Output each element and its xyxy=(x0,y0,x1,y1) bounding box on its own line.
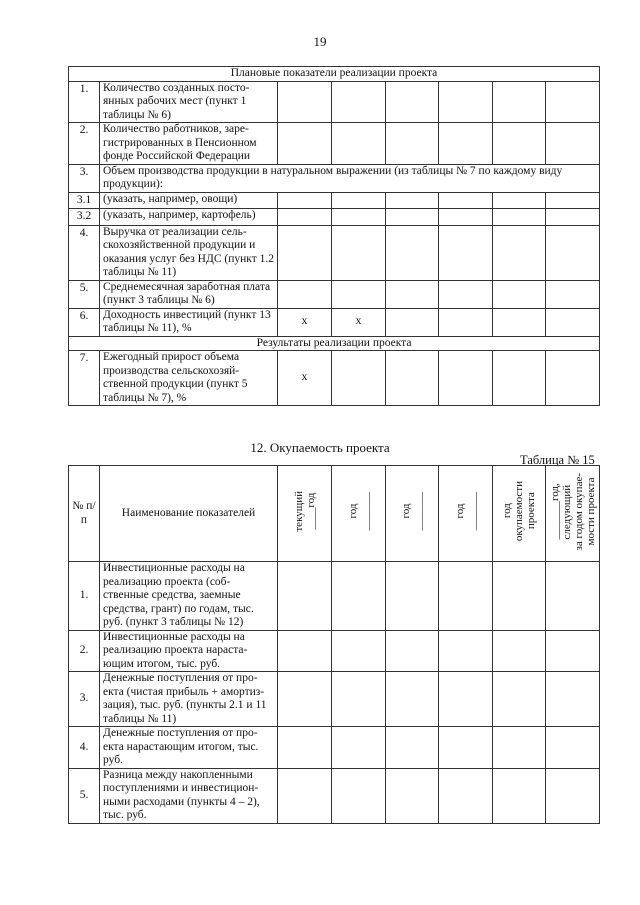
cell xyxy=(278,209,332,226)
cell xyxy=(278,192,332,209)
cell xyxy=(278,81,332,123)
cell xyxy=(386,351,439,406)
table-row xyxy=(69,630,600,672)
table-row xyxy=(69,562,600,631)
cell xyxy=(278,280,332,308)
cell xyxy=(332,192,386,209)
table-row xyxy=(69,280,600,308)
row-text: (указать, например, овощи) xyxy=(100,192,278,209)
cell xyxy=(493,225,546,280)
header-period-text: год _______ xyxy=(346,492,371,531)
table-row xyxy=(69,225,600,280)
row-number: 3.2 xyxy=(69,209,100,226)
cell xyxy=(493,192,546,209)
cell xyxy=(332,727,386,769)
row-text: (указать, например, картофель) xyxy=(100,209,278,226)
cell xyxy=(386,308,439,336)
cell xyxy=(439,672,493,727)
cell xyxy=(439,727,493,769)
cell xyxy=(439,562,493,631)
header-period-text: год окупаемости проекта xyxy=(501,481,537,542)
row-text: Денежные поступления от про-екта нарастающим итогом, тыс. руб. xyxy=(100,727,278,769)
cell xyxy=(546,209,600,226)
cell xyxy=(439,192,493,209)
section-row xyxy=(69,67,600,82)
header-period xyxy=(493,466,546,562)
header-period-text: текущий ____год xyxy=(292,490,317,532)
cell xyxy=(278,225,332,280)
header-period-text: _______год, следующий за годом окупае- мости проекта xyxy=(548,472,597,550)
row-text: Количество работников, заре-гистрированных в Пенсионном фонде Российской Федерации xyxy=(100,123,278,165)
cell xyxy=(332,225,386,280)
header-period xyxy=(332,466,386,562)
table-row xyxy=(69,81,600,123)
cell xyxy=(439,768,493,823)
header-num: № п/п xyxy=(69,466,100,562)
row-text: Выручка от реализации сель-скохозяйственной продукции и оказания услуг без НДС (пункт 1.2 таблицы № 11) xyxy=(100,225,278,280)
row-number: 5. xyxy=(69,768,100,823)
table-row xyxy=(69,672,600,727)
table-row xyxy=(69,308,600,336)
row-text: Инвестиционные расходы на реализацию проекта (соб-ственные средства, заемные средства, грант) по годам, тыс. руб. (пункт 3 таблицы № 12) xyxy=(100,562,278,631)
cell xyxy=(493,81,546,123)
row-text: Инвестиционные расходы на реализацию проекта нараста-ющим итогом, тыс. руб. xyxy=(100,630,278,672)
cell xyxy=(278,630,332,672)
table-row xyxy=(69,209,600,226)
section-row xyxy=(69,336,600,351)
cell xyxy=(546,308,600,336)
cell xyxy=(439,351,493,406)
cell xyxy=(332,209,386,226)
cell xyxy=(546,192,600,209)
row-number: 4. xyxy=(69,727,100,769)
row-number: 6. xyxy=(69,308,100,336)
header-name: Наименование показателей xyxy=(100,466,278,562)
row-text: Разница между накопленными поступлениями и инвестицион-ными расходами (пункты 4 – 2), тыс. руб. xyxy=(100,768,278,823)
cell xyxy=(332,630,386,672)
cell xyxy=(386,81,439,123)
cell xyxy=(493,123,546,165)
header-period xyxy=(386,466,439,562)
cell xyxy=(439,630,493,672)
header-row xyxy=(69,466,600,562)
row-number: 7. xyxy=(69,351,100,406)
header-period xyxy=(546,466,600,562)
table-row xyxy=(69,123,600,165)
table-row xyxy=(69,768,600,823)
cell xyxy=(386,209,439,226)
cell xyxy=(386,123,439,165)
cell xyxy=(332,280,386,308)
cell xyxy=(493,727,546,769)
row-number: 2. xyxy=(69,123,100,165)
row-text: Объем производства продукции в натуральном выражении (из таблицы № 7 по каждому виду продукции): xyxy=(100,164,600,192)
header-period xyxy=(278,466,332,562)
section-planned: Плановые показатели реализации проекта xyxy=(69,67,600,82)
cell xyxy=(493,308,546,336)
cell xyxy=(386,192,439,209)
row-number: 3. xyxy=(69,164,100,192)
cell xyxy=(493,630,546,672)
cell xyxy=(278,672,332,727)
row-number: 5. xyxy=(69,280,100,308)
cell xyxy=(332,672,386,727)
cell xyxy=(546,225,600,280)
cell xyxy=(332,81,386,123)
cell xyxy=(439,81,493,123)
cell xyxy=(386,225,439,280)
header-period-text: год _______ xyxy=(400,492,424,531)
cell xyxy=(493,209,546,226)
header-period-text: год _______ xyxy=(453,492,478,531)
cell xyxy=(386,630,439,672)
cell xyxy=(332,562,386,631)
cell xyxy=(546,280,600,308)
cell xyxy=(386,562,439,631)
row-text: Количество созданных посто-янных рабочих мест (пункт 1 таблицы № 6) xyxy=(100,81,278,123)
planned-indicators-table xyxy=(68,66,600,406)
cell xyxy=(493,351,546,406)
table-row xyxy=(69,727,600,769)
row-text: Доходность инвестиций (пункт 13 таблицы № 11), % xyxy=(100,308,278,336)
section-title: 12. Окупаемость проекта xyxy=(250,440,390,455)
cell xyxy=(278,768,332,823)
cell xyxy=(546,562,600,631)
row-text: Денежные поступления от про-екта (чистая прибыль + амортиз-зация), тыс. руб. (пункты 2.1 и 11 таблицы № 11) xyxy=(100,672,278,727)
table-row xyxy=(69,164,600,192)
row-number: 4. xyxy=(69,225,100,280)
row-number: 1. xyxy=(69,562,100,631)
cell xyxy=(439,308,493,336)
row-text: Ежегодный прирост объема производства сельскохозяй-ственной продукции (пункт 5 таблицы № 7), % xyxy=(100,351,278,406)
cell xyxy=(439,280,493,308)
cell xyxy=(386,768,439,823)
cell xyxy=(546,630,600,672)
table-row xyxy=(69,192,600,209)
cell xyxy=(332,768,386,823)
cell xyxy=(493,672,546,727)
cell xyxy=(493,280,546,308)
cell xyxy=(546,81,600,123)
cell xyxy=(332,351,386,406)
cell: x xyxy=(332,308,386,336)
cell xyxy=(439,209,493,226)
cell xyxy=(386,727,439,769)
cell xyxy=(493,768,546,823)
cell xyxy=(493,562,546,631)
cell: x xyxy=(278,351,332,406)
cell xyxy=(278,123,332,165)
table-row xyxy=(69,351,600,406)
cell xyxy=(386,672,439,727)
cell xyxy=(386,280,439,308)
cell xyxy=(278,727,332,769)
section-results: Результаты реализации проекта xyxy=(69,336,600,351)
cell xyxy=(546,672,600,727)
row-number: 3. xyxy=(69,672,100,727)
page-number: 19 xyxy=(313,34,327,49)
cell xyxy=(546,727,600,769)
row-number: 2. xyxy=(69,630,100,672)
table-label: Таблица № 15 xyxy=(520,453,595,467)
cell xyxy=(332,123,386,165)
row-text: Среднемесячная заработная плата (пункт 3 таблицы № 6) xyxy=(100,280,278,308)
row-number: 3.1 xyxy=(69,192,100,209)
header-period xyxy=(439,466,493,562)
cell xyxy=(546,768,600,823)
cell xyxy=(278,562,332,631)
cell xyxy=(439,225,493,280)
payback-table xyxy=(68,465,600,824)
cell xyxy=(546,123,600,165)
row-number: 1. xyxy=(69,81,100,123)
cell: x xyxy=(278,308,332,336)
cell xyxy=(439,123,493,165)
cell xyxy=(546,351,600,406)
